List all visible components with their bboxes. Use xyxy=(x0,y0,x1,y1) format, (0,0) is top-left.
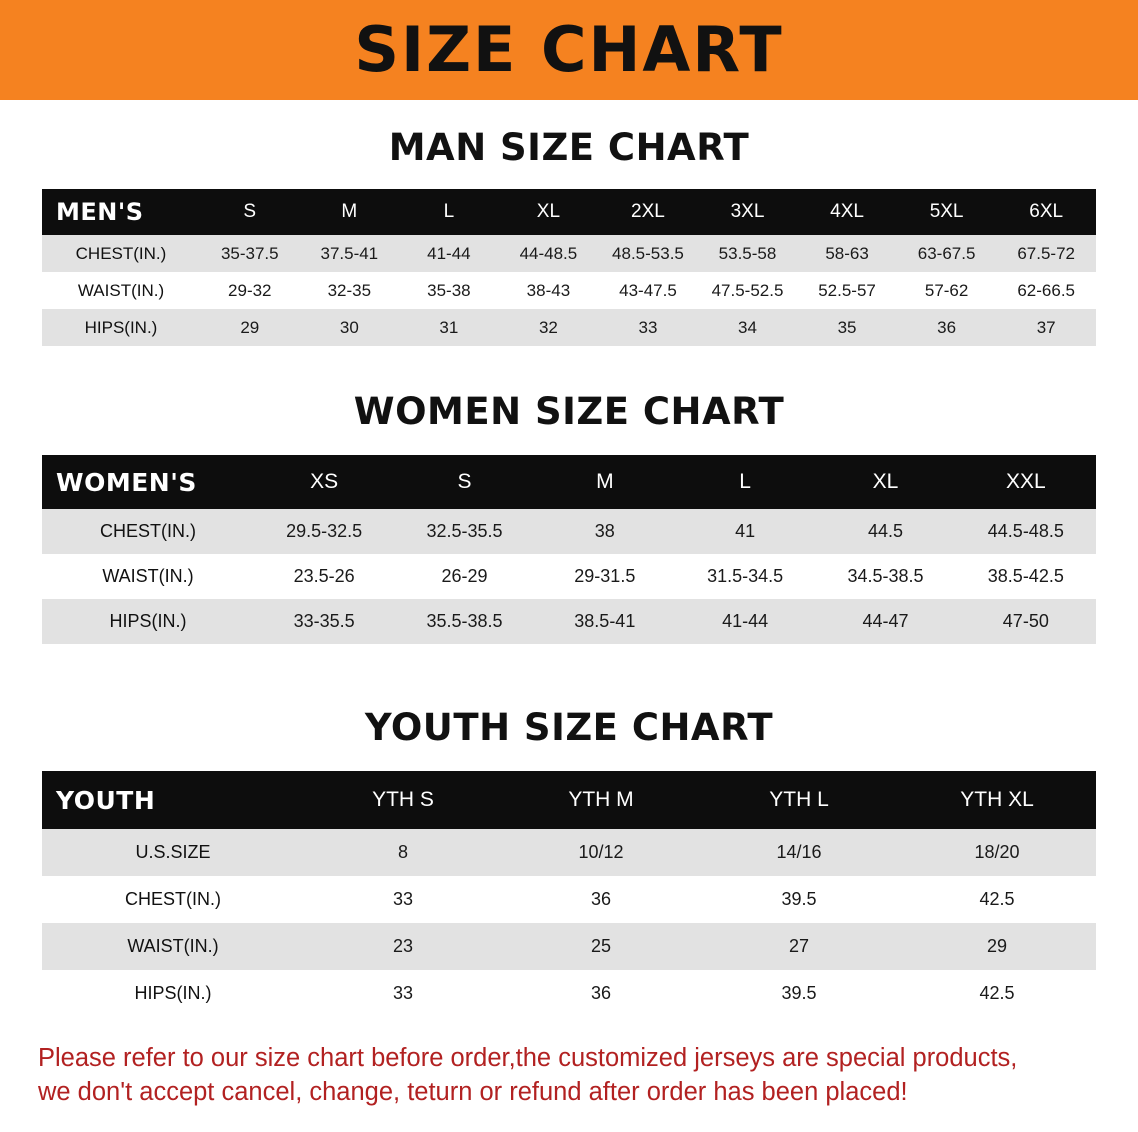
man-row-2-label: HIPS(IN.) xyxy=(42,309,200,346)
youth-size-table xyxy=(42,771,1096,1017)
women-cell-0-4: 44.5 xyxy=(815,509,955,554)
man-cell-0-5: 53.5-58 xyxy=(698,235,798,272)
women-section-heading: WOMEN SIZE CHART xyxy=(353,390,785,433)
women-cell-2-0: 33-35.5 xyxy=(254,599,394,644)
youth-cell-2-3: 29 xyxy=(898,923,1096,970)
man-col-8: 6XL xyxy=(1029,201,1064,222)
man-cell-2-4: 33 xyxy=(598,309,698,346)
women-table-body xyxy=(42,509,1096,644)
man-table-wrap xyxy=(42,189,1096,346)
man-cell-1-2: 35-38 xyxy=(399,272,499,309)
man-cell-2-8: 37 xyxy=(996,309,1096,346)
table-header-row xyxy=(42,455,1096,509)
man-cell-2-1: 30 xyxy=(300,309,400,346)
youth-cell-2-2: 27 xyxy=(700,923,898,970)
youth-row-0-label: U.S.SIZE xyxy=(42,829,304,876)
table-row xyxy=(42,554,1096,599)
women-cell-2-2: 38.5-41 xyxy=(535,599,675,644)
banner-title: SIZE CHART xyxy=(354,13,784,86)
youth-table-wrap xyxy=(42,771,1096,1017)
women-label-head: WOMEN'S xyxy=(56,467,197,497)
women-col-3: L xyxy=(739,470,751,493)
man-cell-2-7: 36 xyxy=(897,309,997,346)
man-cell-0-6: 58-63 xyxy=(797,235,897,272)
table-header-row xyxy=(42,771,1096,829)
youth-cell-3-0: 33 xyxy=(304,970,502,1017)
table-row xyxy=(42,970,1096,1017)
youth-cell-2-0: 23 xyxy=(304,923,502,970)
man-row-1-label: WAIST(IN.) xyxy=(42,272,200,309)
man-cell-2-5: 34 xyxy=(698,309,798,346)
women-cell-2-3: 41-44 xyxy=(675,599,815,644)
youth-cell-1-2: 39.5 xyxy=(700,876,898,923)
youth-cell-3-3: 42.5 xyxy=(898,970,1096,1017)
youth-section-heading: YOUTH SIZE CHART xyxy=(364,706,774,749)
women-cell-0-2: 38 xyxy=(535,509,675,554)
youth-cell-0-2: 14/16 xyxy=(700,829,898,876)
youth-label-head: YOUTH xyxy=(56,785,156,815)
man-cell-0-2: 41-44 xyxy=(399,235,499,272)
table-header-row xyxy=(42,189,1096,235)
man-cell-1-1: 32-35 xyxy=(300,272,400,309)
man-row-0-label: CHEST(IN.) xyxy=(42,235,200,272)
table-row xyxy=(42,309,1096,346)
youth-col-3: YTH XL xyxy=(960,788,1034,811)
women-col-0: XS xyxy=(310,470,339,493)
man-cell-2-6: 35 xyxy=(797,309,897,346)
youth-row-1-label: CHEST(IN.) xyxy=(42,876,304,923)
women-row-1-label: WAIST(IN.) xyxy=(42,554,254,599)
youth-cell-1-0: 33 xyxy=(304,876,502,923)
table-row xyxy=(42,509,1096,554)
youth-table-head xyxy=(42,771,1096,829)
man-cell-1-4: 43-47.5 xyxy=(598,272,698,309)
man-cell-0-1: 37.5-41 xyxy=(300,235,400,272)
footer-note-line-1: Please refer to our size chart before order,the customized jerseys are special products, xyxy=(38,1044,1018,1072)
banner xyxy=(0,0,1138,100)
women-cell-0-1: 32.5-35.5 xyxy=(394,509,534,554)
youth-row-3-label: HIPS(IN.) xyxy=(42,970,304,1017)
man-cell-0-8: 67.5-72 xyxy=(996,235,1096,272)
women-col-5: XXL xyxy=(1005,470,1046,493)
women-cell-1-3: 31.5-34.5 xyxy=(675,554,815,599)
women-cell-1-4: 34.5-38.5 xyxy=(815,554,955,599)
man-cell-1-6: 52.5-57 xyxy=(797,272,897,309)
youth-cell-0-0: 8 xyxy=(304,829,502,876)
man-col-0: S xyxy=(243,201,257,222)
man-col-1: M xyxy=(341,201,358,222)
man-cell-1-8: 62-66.5 xyxy=(996,272,1096,309)
youth-col-1: YTH M xyxy=(568,788,634,811)
man-cell-1-7: 57-62 xyxy=(897,272,997,309)
youth-cell-0-1: 10/12 xyxy=(502,829,700,876)
table-row xyxy=(42,829,1096,876)
man-table-head xyxy=(42,189,1096,235)
women-cell-2-4: 44-47 xyxy=(815,599,955,644)
women-cell-0-3: 41 xyxy=(675,509,815,554)
youth-cell-3-2: 39.5 xyxy=(700,970,898,1017)
women-cell-1-5: 38.5-42.5 xyxy=(956,554,1096,599)
man-col-3: XL xyxy=(536,201,561,222)
man-cell-2-2: 31 xyxy=(399,309,499,346)
youth-cell-3-1: 36 xyxy=(502,970,700,1017)
youth-row-2-label: WAIST(IN.) xyxy=(42,923,304,970)
table-row xyxy=(42,876,1096,923)
women-row-0-label: CHEST(IN.) xyxy=(42,509,254,554)
women-table-head xyxy=(42,455,1096,509)
man-table-body xyxy=(42,235,1096,346)
table-row xyxy=(42,272,1096,309)
table-row xyxy=(42,923,1096,970)
women-size-table xyxy=(42,455,1096,644)
man-cell-2-0: 29 xyxy=(200,309,300,346)
youth-cell-1-1: 36 xyxy=(502,876,700,923)
women-cell-2-1: 35.5-38.5 xyxy=(394,599,534,644)
youth-cell-1-3: 42.5 xyxy=(898,876,1096,923)
youth-cell-0-3: 18/20 xyxy=(898,829,1096,876)
youth-table-body xyxy=(42,829,1096,1017)
youth-col-2: YTH L xyxy=(769,788,829,811)
table-row xyxy=(42,235,1096,272)
women-cell-1-2: 29-31.5 xyxy=(535,554,675,599)
women-table-wrap xyxy=(42,455,1096,644)
footer-note xyxy=(38,1041,1100,1110)
table-row xyxy=(42,599,1096,644)
women-cell-0-5: 44.5-48.5 xyxy=(956,509,1096,554)
women-cell-1-0: 23.5-26 xyxy=(254,554,394,599)
man-cell-0-7: 63-67.5 xyxy=(897,235,997,272)
women-row-2-label: HIPS(IN.) xyxy=(42,599,254,644)
man-col-2: L xyxy=(443,201,455,222)
man-cell-2-3: 32 xyxy=(499,309,599,346)
man-label-head: MEN'S xyxy=(56,198,144,226)
man-cell-1-5: 47.5-52.5 xyxy=(698,272,798,309)
man-col-5: 3XL xyxy=(730,201,765,222)
man-cell-0-3: 44-48.5 xyxy=(499,235,599,272)
man-col-6: 4XL xyxy=(830,201,864,222)
man-cell-0-0: 35-37.5 xyxy=(200,235,300,272)
youth-cell-2-1: 25 xyxy=(502,923,700,970)
man-cell-1-0: 29-32 xyxy=(200,272,300,309)
youth-col-0: YTH S xyxy=(372,788,434,811)
footer-note-line-2: we don't accept cancel, change, teturn or refund after order has been placed! xyxy=(38,1078,908,1107)
women-cell-1-1: 26-29 xyxy=(394,554,534,599)
women-cell-0-0: 29.5-32.5 xyxy=(254,509,394,554)
women-col-1: S xyxy=(457,470,472,493)
man-col-7: 5XL xyxy=(929,201,964,222)
man-cell-0-4: 48.5-53.5 xyxy=(598,235,698,272)
women-cell-2-5: 47-50 xyxy=(956,599,1096,644)
women-col-2: M xyxy=(596,470,614,493)
man-section-heading: MAN SIZE CHART xyxy=(388,126,750,169)
women-col-4: XL xyxy=(872,470,899,493)
man-cell-1-3: 38-43 xyxy=(499,272,599,309)
man-size-table xyxy=(42,189,1096,346)
man-col-4: 2XL xyxy=(631,201,665,222)
